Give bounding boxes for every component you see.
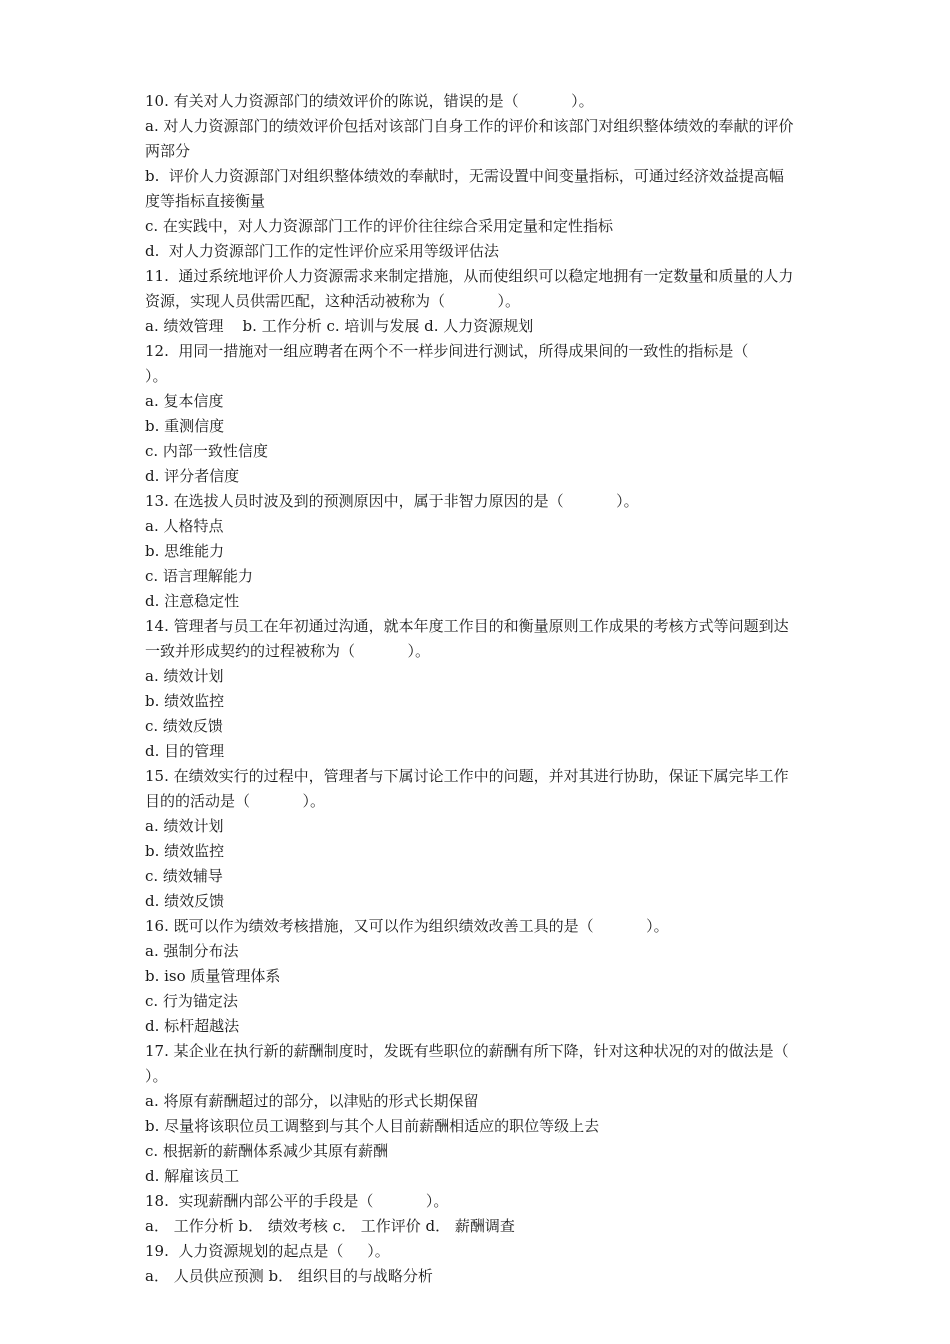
question-11-stem-continued-line: 资源，实现人员供需匹配，这种活动被称为（ ）。 xyxy=(145,292,520,310)
question-11-stem-line: 11. 通过系统地评价人力资源需求来制定措施，从而使组织可以稳定地拥有一定数量和质量的人力 xyxy=(145,267,794,285)
question-15-stem-line: 15. 在绩效实行的过程中，管理者与下属讨论工作中的问题，并对其进行协助，保证下属完毕工作 xyxy=(145,767,789,785)
question-17-option-d-line: d. 解雇该员工 xyxy=(145,1167,240,1185)
question-12-option-c-line: c. 内部一致性信度 xyxy=(145,442,268,460)
question-10-option-a-line: a. 对人力资源部门的绩效评价包括对该部门自身工作的评价和该部门对组织整体绩效的奉献的评价 xyxy=(145,117,794,135)
question-17-option-b-line: b. 尽量将该职位员工调整到与其个人目前薪酬相适应的职位等级上去 xyxy=(145,1117,600,1135)
question-14-stem-line: 14. 管理者与员工在年初通过沟通，就本年度工作目的和衡量原则工作成果的考核方式等问题到达 xyxy=(145,617,789,635)
question-10-option-d-line: d. 对人力资源部门工作的定性评价应采用等级评估法 xyxy=(145,242,499,260)
question-17-option-a-line: a. 将原有薪酬超过的部分，以津贴的形式长期保留 xyxy=(145,1092,479,1110)
question-10-stem-line: 10. 有关对人力资源部门的绩效评价的陈说，错误的是（ ）。 xyxy=(145,92,594,110)
question-14-option-a-line: a. 绩效计划 xyxy=(145,667,224,685)
question-13-stem-line: 13. 在选拔人员时波及到的预测原因中，属于非智力原因的是（ ）。 xyxy=(145,492,639,510)
question-12-option-b-line: b. 重测信度 xyxy=(145,417,225,435)
question-15-option-c-line: c. 绩效辅导 xyxy=(145,867,223,885)
question-18-stem-line: 18. 实现薪酬内部公平的手段是（ ）。 xyxy=(145,1192,449,1210)
question-18-options-line: a． 工作分析 b． 绩效考核 c． 工作评价 d． 薪酬调查 xyxy=(145,1217,515,1235)
question-19-options-line: a． 人员供应预测 b． 组织目的与战略分析 xyxy=(145,1267,433,1285)
question-14-stem-continued-line: 一致并形成契约的过程被称为（ ）。 xyxy=(145,642,430,660)
question-10-option-c-line: c. 在实践中，对人力资源部门工作的评价往往综合采用定量和定性指标 xyxy=(145,217,613,235)
question-17-option-c-line: c. 根据新的薪酬体系减少其原有薪酬 xyxy=(145,1142,388,1160)
question-15-option-b-line: b. 绩效监控 xyxy=(145,842,225,860)
question-13-option-b-line: b. 思维能力 xyxy=(145,542,225,560)
question-10-option-b-continued-line: 度等指标直接衡量 xyxy=(145,192,266,210)
question-13-option-a-line: a. 人格特点 xyxy=(145,517,224,535)
question-10-option-a-continued-line: 两部分 xyxy=(145,142,191,160)
question-12-option-a-line: a. 复本信度 xyxy=(145,392,224,410)
question-16-option-b-line: b. iso 质量管理体系 xyxy=(145,967,281,985)
question-15-option-a-line: a. 绩效计划 xyxy=(145,817,224,835)
question-16-stem-line: 16. 既可以作为绩效考核措施，又可以作为组织绩效改善工具的是（ ）。 xyxy=(145,917,669,935)
question-16-option-c-line: c. 行为锚定法 xyxy=(145,992,238,1010)
question-17-stem-line: 17. 某企业在执行新的薪酬制度时，发既有些职位的薪酬有所下降，针对这种状况的对的做法是（ xyxy=(145,1042,789,1060)
question-11-options-line: a. 绩效管理 b. 工作分析 c. 培训与发展 d. 人力资源规划 xyxy=(145,317,534,335)
question-12-stem-line: 12. 用同一措施对一组应聘者在两个不一样步间进行测试，所得成果间的一致性的指标是（ xyxy=(145,342,749,360)
question-13-option-c-line: c. 语言理解能力 xyxy=(145,567,253,585)
document-body xyxy=(145,89,867,1289)
question-12-option-d-line: d. 评分者信度 xyxy=(145,467,240,485)
question-15-option-d-line: d. 绩效反馈 xyxy=(145,892,225,910)
question-14-option-b-line: b. 绩效监控 xyxy=(145,692,225,710)
question-13-option-d-line: d. 注意稳定性 xyxy=(145,592,240,610)
question-16-option-d-line: d. 标杆超越法 xyxy=(145,1017,240,1035)
question-10-option-b-line: b. 评价人力资源部门对组织整体绩效的奉献时，无需设置中间变量指标，可通过经济效益提高幅 xyxy=(145,167,784,185)
question-17-stem-continued-line: ）。 xyxy=(145,1067,168,1085)
question-14-option-d-line: d. 目的管理 xyxy=(145,742,225,760)
question-12-stem-continued-line: ）。 xyxy=(145,367,168,385)
question-14-option-c-line: c. 绩效反馈 xyxy=(145,717,223,735)
question-16-option-a-line: a. 强制分布法 xyxy=(145,942,239,960)
question-19-stem-line: 19. 人力资源规划的起点是（ ）。 xyxy=(145,1242,390,1260)
question-15-stem-continued-line: 目的的活动是（ ）。 xyxy=(145,792,325,810)
